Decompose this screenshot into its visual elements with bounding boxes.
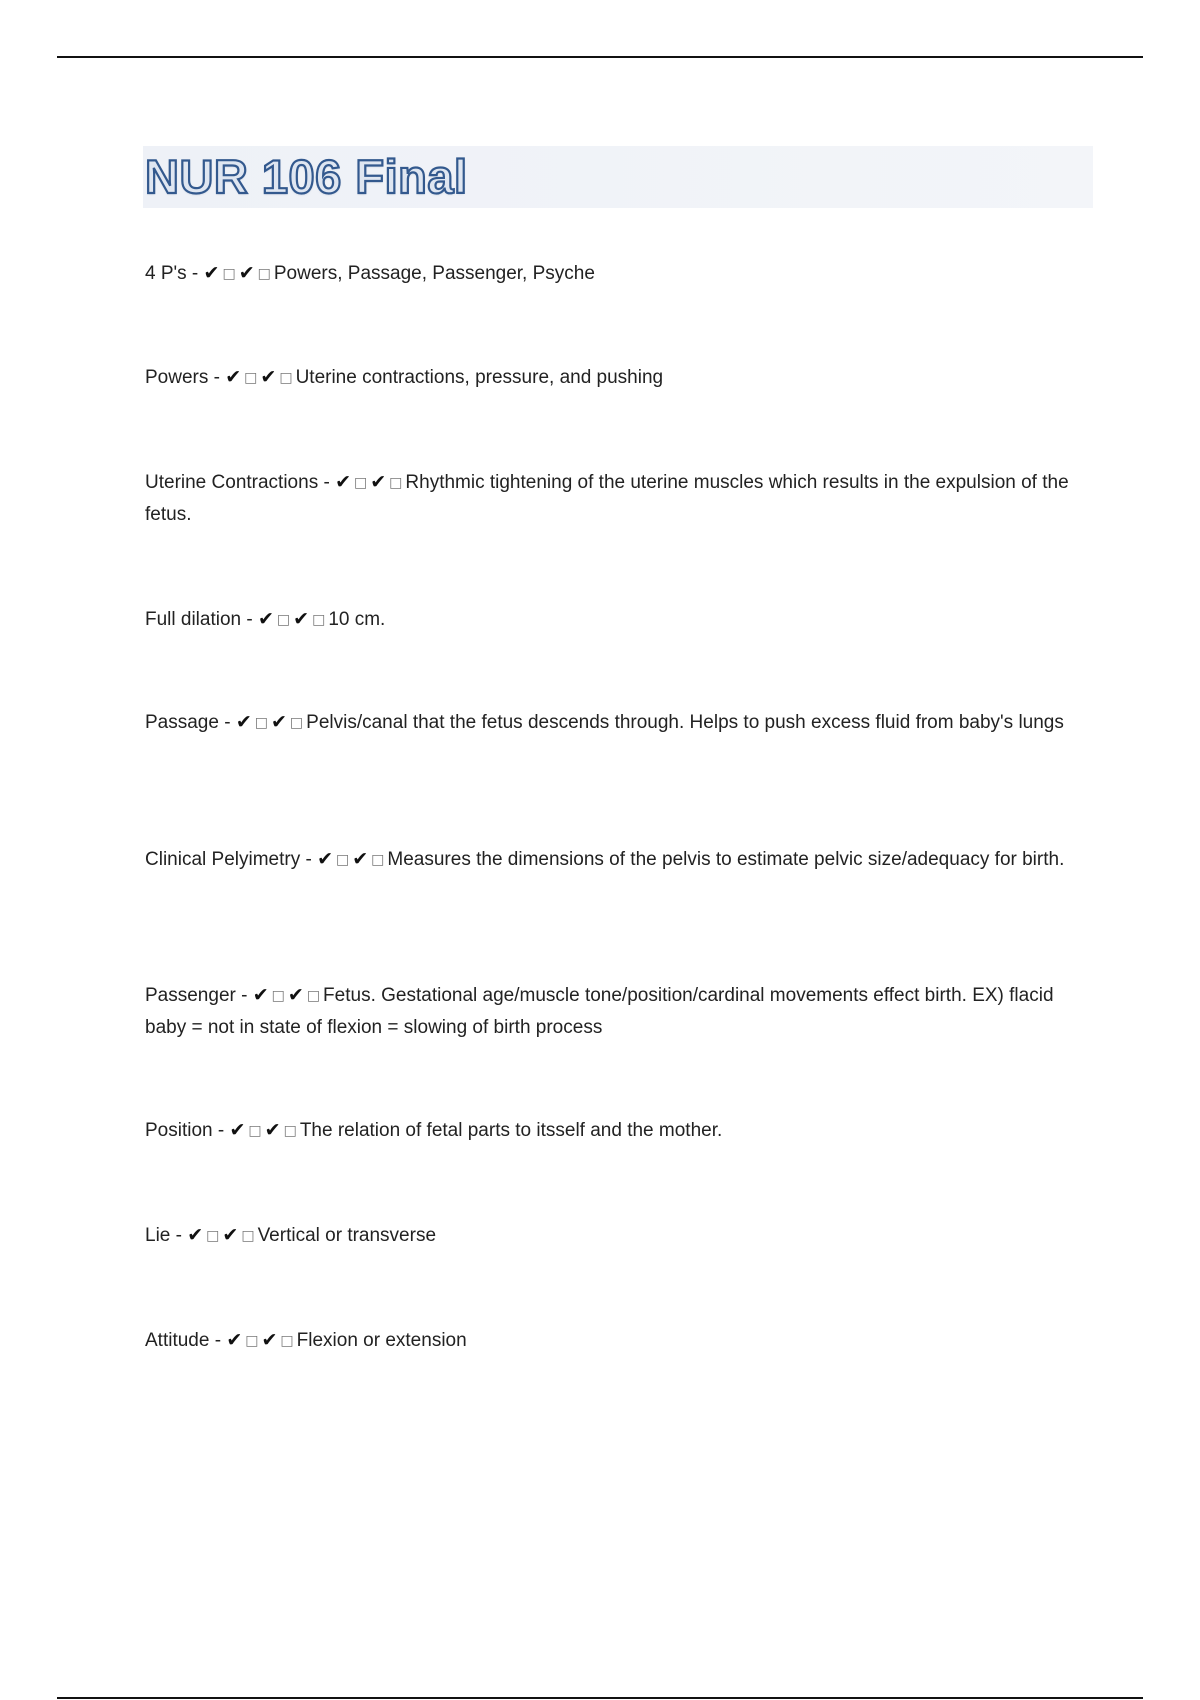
box-icon: □ [248, 1123, 262, 1139]
box-icon: □ [206, 1228, 220, 1244]
entry-definition: Pelvis/canal that the fetus descends through. Helps to push excess fluid from baby's lungs [306, 712, 1064, 733]
list-item: Attitude - ✔ □ ✔ □ Flexion or extension [145, 1329, 467, 1351]
entry-definition: Rhythmic tightening of the uterine muscles which results in the expulsion of the fetus. [145, 472, 1069, 525]
box-icon: □ [336, 852, 350, 868]
list-item: Position - ✔ □ ✔ □ The relation of fetal parts to itsself and the mother. [145, 1119, 723, 1141]
header-rule [57, 56, 1143, 58]
box-icon: □ [280, 1333, 294, 1349]
entry-definition: The relation of fetal parts to itsself and the mother. [299, 1120, 723, 1141]
check-icon: ✔ [252, 984, 270, 1006]
check-icon: ✔ [187, 1224, 205, 1246]
list-item: Full dilation - ✔ □ ✔ □ 10 cm. [145, 608, 386, 630]
list-item: Lie - ✔ □ ✔ □ Vertical or transverse [145, 1224, 437, 1246]
check-icon: ✔ [203, 262, 221, 284]
entry-term: Uterine Contractions [145, 472, 319, 493]
check-icon: ✔ [370, 471, 388, 493]
list-item: Powers - ✔ □ ✔ □ Uterine contractions, pressure, and pushing [145, 366, 664, 388]
entry-definition: Powers, Passage, Passenger, Psyche [273, 263, 595, 284]
list-item: Passenger - ✔ □ ✔ □ Fetus. Gestational age/muscle tone/position/cardinal movements effect birth. EX) flacid baby = not in state of flexion = slowing of birth process [145, 984, 1054, 1038]
entry-term: Passenger [145, 985, 236, 1006]
check-icon: ✔ [235, 711, 253, 733]
check-icon: ✔ [293, 608, 311, 630]
entry-term: Passage [145, 712, 219, 733]
list-item: 4 P's - ✔ □ ✔ □ Powers, Passage, Passenger, Psyche [145, 262, 595, 284]
list-item: Passage - ✔ □ ✔ □ Pelvis/canal that the fetus descends through. Helps to push excess fluid from baby's lungs [145, 711, 1064, 733]
box-icon: □ [354, 475, 368, 491]
box-icon: □ [271, 988, 285, 1004]
entry-definition: Vertical or transverse [257, 1225, 437, 1246]
check-icon: ✔ [352, 848, 370, 870]
entry-term: Powers [145, 367, 209, 388]
entry-definition: Measures the dimensions of the pelvis to estimate pelvic size/adequacy for birth. [387, 849, 1065, 870]
entry-term: 4 P's [145, 263, 187, 284]
title-band [143, 146, 1093, 208]
box-icon: □ [276, 612, 291, 628]
check-icon: ✔ [264, 1119, 282, 1141]
list-item: Uterine Contractions - ✔ □ ✔ □ Rhythmic tightening of the uterine muscles which results in the expulsion of the fetus. [145, 471, 1069, 525]
check-icon: ✔ [261, 1329, 279, 1351]
entry-term: Lie [145, 1225, 171, 1246]
check-icon: ✔ [238, 262, 256, 284]
box-icon: □ [279, 370, 293, 386]
entry-definition: 10 cm. [328, 609, 386, 630]
list-item: Clinical Pelyimetry - ✔ □ ✔ □ Measures the dimensions of the pelvis to estimate pelvic size/adequacy for birth. [145, 848, 1065, 870]
entry-term: Clinical Pelyimetry [145, 849, 301, 870]
check-icon: ✔ [222, 1224, 240, 1246]
box-icon: □ [222, 266, 236, 282]
check-icon: ✔ [260, 366, 278, 388]
box-icon: □ [244, 370, 258, 386]
entry-term: Attitude [145, 1330, 210, 1351]
entry-definition: Uterine contractions, pressure, and pushing [295, 367, 664, 388]
check-icon: ✔ [258, 608, 275, 630]
entry-definition: Fetus. Gestational age/muscle tone/position/cardinal movements effect birth. EX) flacid baby = not in state of flexion = slowing of birth process [145, 985, 1054, 1038]
box-icon: □ [241, 1228, 255, 1244]
check-icon: ✔ [229, 1119, 247, 1141]
page-title: NUR 106 Final [145, 150, 468, 203]
check-icon: ✔ [225, 366, 243, 388]
box-icon: □ [254, 715, 268, 731]
box-icon: □ [257, 266, 271, 282]
check-icon: ✔ [271, 711, 288, 733]
box-icon: □ [306, 988, 321, 1004]
check-icon: ✔ [317, 848, 335, 870]
box-icon: □ [312, 612, 326, 628]
check-icon: ✔ [287, 984, 305, 1006]
box-icon: □ [245, 1333, 259, 1349]
box-icon: □ [289, 715, 304, 731]
footer-rule [57, 1697, 1143, 1699]
check-icon: ✔ [226, 1329, 244, 1351]
box-icon: □ [389, 475, 403, 491]
entry-definition: Flexion or extension [296, 1330, 467, 1351]
entry-term: Full dilation [145, 609, 242, 630]
check-icon: ✔ [335, 471, 353, 493]
entry-term: Position [145, 1120, 213, 1141]
box-icon: □ [371, 852, 385, 868]
box-icon: □ [283, 1123, 297, 1139]
